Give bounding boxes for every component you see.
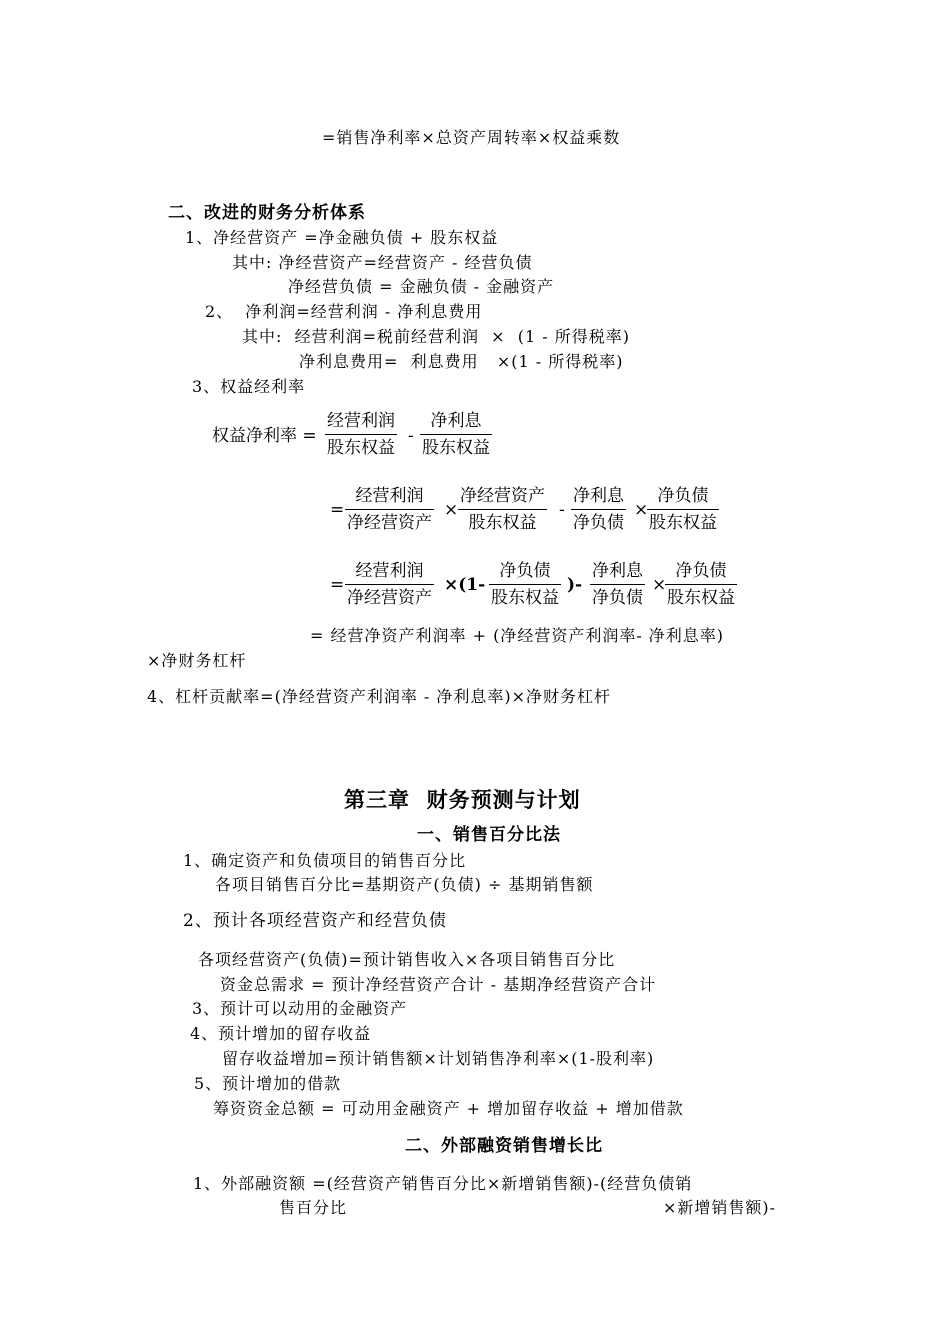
- text-line: 资金总需求 = 预计净经营资产合计 - 基期净经营资产合计: [220, 975, 657, 994]
- fraction: [489, 560, 561, 609]
- text-line: 售百分比: [279, 1198, 348, 1217]
- chapter-title: 第三章 财务预测与计划: [344, 788, 581, 812]
- times-sign: ×: [652, 575, 667, 595]
- fraction: [345, 485, 434, 534]
- text-line: 3、预计可以动用的金融资产: [192, 999, 408, 1018]
- text-line: 2、 净利润=经营利润 - 净利息费用: [205, 302, 483, 321]
- numerator: 净负债: [647, 485, 719, 510]
- fraction: [665, 560, 737, 609]
- numerator: 净负债: [665, 560, 737, 585]
- equals-sign: =: [330, 575, 345, 595]
- text-line: ×净财务杠杆: [147, 651, 247, 670]
- fraction: [647, 485, 719, 534]
- text-line: = 经营净资产利润率 + (净经营资产利润率- 净利息率): [310, 626, 725, 645]
- section-title: 二、外部融资销售增长比: [405, 1136, 603, 1156]
- text-line: 5、预计增加的借款: [194, 1074, 342, 1093]
- fraction: [590, 560, 645, 609]
- numerator: 净利息: [590, 560, 645, 585]
- fraction: [571, 485, 626, 534]
- eq-lhs: 权益净利率 =: [212, 426, 317, 446]
- text-line: 净经营负债 = 金融负债 - 金融资产: [288, 277, 555, 296]
- denominator: 净负债: [592, 588, 643, 608]
- text-line: 留存收益增加=预计销售额×计划销售净利率×(1-股利率): [222, 1049, 655, 1068]
- numerator: 净经营资产: [458, 485, 547, 510]
- text-line: 其中: 经营利润=税前经营利润 × (1 - 所得税率): [242, 327, 630, 346]
- text-line: ×新增销售额)-: [663, 1198, 777, 1217]
- text-line: 2、预计各项经营资产和经营负债: [183, 911, 447, 931]
- numerator: 经营利润: [325, 410, 397, 435]
- text-line: 各项目销售百分比=基期资产(负债) ÷ 基期销售额: [215, 875, 594, 894]
- fraction: [345, 560, 434, 609]
- denominator: 净负债: [573, 513, 624, 533]
- times-sign: ×: [634, 500, 649, 520]
- denominator: 股东权益: [422, 438, 490, 458]
- fraction: [458, 485, 547, 534]
- numerator: 净利息: [420, 410, 492, 435]
- denominator: 股东权益: [491, 588, 559, 608]
- numerator: 经营利润: [345, 485, 434, 510]
- text-line: 筹资资金总额 = 可动用金融资产 + 增加留存收益 + 增加借款: [213, 1099, 684, 1118]
- denominator: 净经营资产: [347, 588, 432, 608]
- times-sign: ×: [444, 500, 459, 520]
- section-title: 一、销售百分比法: [417, 825, 561, 845]
- text-line: 各项经营资产(负债)=预计销售收入×各项目销售百分比: [198, 950, 616, 969]
- denominator: 净经营资产: [347, 513, 432, 533]
- text-line: 1、外部融资额 =(经营资产销售百分比×新增销售额)-(经营负债销: [193, 1174, 693, 1193]
- text-line: 其中: 净经营资产=经营资产 - 经营负债: [232, 253, 533, 272]
- denominator: 股东权益: [327, 438, 395, 458]
- close-paren-minus: )-: [567, 575, 583, 595]
- text-line: 4、预计增加的留存收益: [190, 1024, 372, 1043]
- denominator: 股东权益: [468, 513, 537, 533]
- numerator: 净负债: [489, 560, 561, 585]
- formula-line: =销售净利率×总资产周转率×权益乘数: [322, 128, 621, 147]
- numerator: 净利息: [571, 485, 626, 510]
- text-line: 4、杠杆贡献率=(净经营资产利润率 - 净利息率)×净财务杠杆: [147, 687, 612, 706]
- denominator: 股东权益: [667, 588, 735, 608]
- text-line: 净利息费用= 利息费用 ×(1 - 所得税率): [299, 352, 624, 371]
- equals-sign: =: [330, 500, 345, 520]
- text-line: 1、净经营资产 =净金融负债 + 股东权益: [185, 228, 499, 247]
- times-open-paren: ×(1-: [444, 575, 486, 595]
- denominator: 股东权益: [649, 513, 717, 533]
- text-line: 1、确定资产和负债项目的销售百分比: [183, 851, 467, 870]
- minus-sign: -: [408, 426, 414, 446]
- text-line: 3、权益经利率: [192, 377, 306, 396]
- fraction: [325, 410, 397, 459]
- section-title: 二、改进的财务分析体系: [168, 203, 366, 223]
- minus-sign: -: [559, 500, 565, 520]
- numerator: 经营利润: [345, 560, 434, 585]
- fraction: [420, 410, 492, 459]
